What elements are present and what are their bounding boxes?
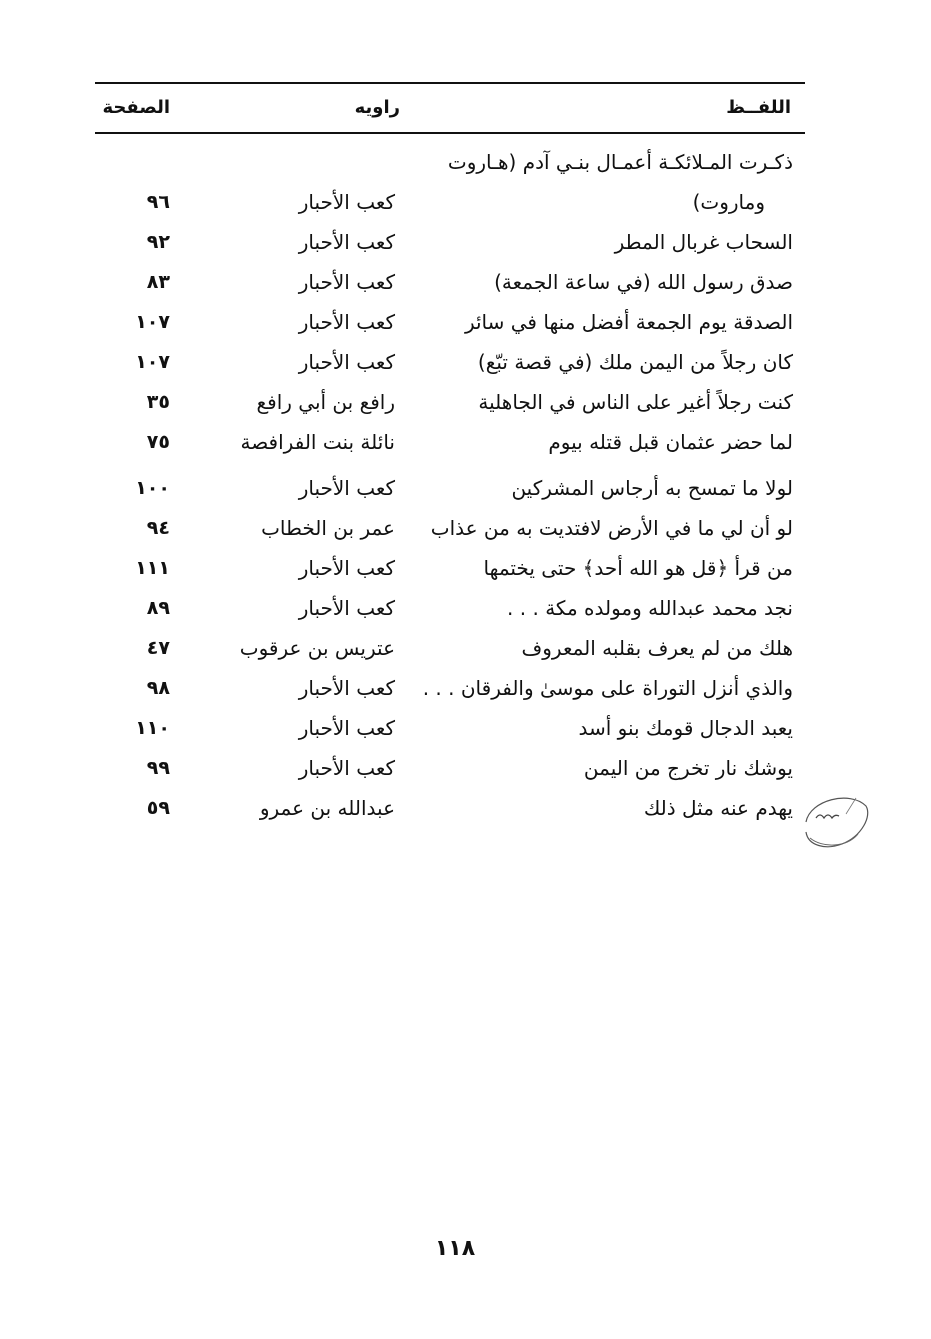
narrator-cell: نائلة بنت الفرافصة xyxy=(240,430,395,454)
term-cell: كان رجلاً من اليمن ملك (في قصة تبّع) xyxy=(477,350,793,374)
table-row xyxy=(95,342,805,382)
narrator-cell: رافع بن أبي رافع xyxy=(256,390,395,414)
table-row xyxy=(95,468,805,508)
table-row xyxy=(95,508,805,548)
term-cell: نجد محمد عبدالله ومولده مكة . . . xyxy=(507,596,793,620)
page-cell: ٩٩ xyxy=(146,757,170,779)
term-cell: لما حضر عثمان قبل قتله بيوم xyxy=(548,430,793,454)
table-row xyxy=(95,222,805,262)
narrator-cell: كعب الأحبار xyxy=(298,310,395,334)
header-narrator: راويه xyxy=(354,97,400,118)
table-row xyxy=(95,748,805,788)
page-cell: ٩٦ xyxy=(146,191,170,213)
term-cell: لو أن لي ما في الأرض لافتديت به من عذاب xyxy=(430,516,793,540)
term-cell: يوشك نار تخرج من اليمن xyxy=(583,756,793,780)
term-cell: من قرأ ﴿قل هو الله أحد﴾ حتى يختمها xyxy=(483,556,793,580)
term-cell: كنت رجلاً أغير على الناس في الجاهلية xyxy=(478,390,793,414)
table-row xyxy=(95,628,805,668)
narrator-cell: كعب الأحبار xyxy=(298,350,395,374)
table-row xyxy=(95,422,805,462)
table-row xyxy=(95,382,805,422)
table-row xyxy=(95,182,805,222)
table-row xyxy=(95,708,805,748)
narrator-cell: عتريس بن عرقوب xyxy=(239,636,395,660)
narrator-cell: كعب الأحبار xyxy=(298,716,395,740)
table-row xyxy=(95,142,805,182)
page-cell: ٨٩ xyxy=(146,597,170,619)
narrator-cell: كعب الأحبار xyxy=(298,556,395,580)
page-cell: ٨٣ xyxy=(146,271,170,293)
term-cell: وماروت) xyxy=(692,190,765,214)
header-page: الصفحة xyxy=(102,97,170,118)
narrator-cell: كعب الأحبار xyxy=(298,756,395,780)
narrator-cell: كعب الأحبار xyxy=(298,270,395,294)
table-row xyxy=(95,548,805,588)
page-cell: ٩٨ xyxy=(146,677,170,699)
term-cell: السحاب غربال المطر xyxy=(614,230,793,254)
term-cell: هلك من لم يعرف بقلبه المعروف xyxy=(521,636,793,660)
term-cell: والذي أنزل التوراة على موسىٰ والفرقان . . . xyxy=(422,676,793,700)
table-top-rule xyxy=(95,82,805,84)
narrator-cell: عمر بن الخطاب xyxy=(261,516,395,540)
page-cell: ٣٥ xyxy=(146,391,170,413)
page-cell: ٩٤ xyxy=(146,517,170,539)
page-cell: ٩٢ xyxy=(146,231,170,253)
narrator-cell: كعب الأحبار xyxy=(298,230,395,254)
narrator-cell: عبدالله بن عمرو xyxy=(259,796,395,820)
page-cell: ٤٧ xyxy=(146,637,170,659)
term-cell: لولا ما تمسح به أرجاس المشركين xyxy=(511,476,793,500)
table-row xyxy=(95,668,805,708)
table-row xyxy=(95,262,805,302)
table-row xyxy=(95,788,805,828)
page-cell: ٧٥ xyxy=(146,431,170,453)
page-cell: ١٠٧ xyxy=(135,311,170,333)
term-cell: يهدم عنه مثل ذلك xyxy=(643,796,793,820)
header-term: اللفــظ xyxy=(726,97,791,118)
table-header-rule xyxy=(95,132,805,134)
page-cell: ١٠٠ xyxy=(135,477,170,499)
term-cell: الصدقة يوم الجمعة أفضل منها في سائر xyxy=(464,310,793,334)
page-cell: ١٠٧ xyxy=(135,351,170,373)
page-cell: ١١٠ xyxy=(135,717,170,739)
page-number: ١١٨ xyxy=(434,1236,476,1261)
narrator-cell: كعب الأحبار xyxy=(298,476,395,500)
page-cell: ٥٩ xyxy=(146,797,170,819)
handwritten-margin-note-icon xyxy=(802,788,874,854)
narrator-cell: كعب الأحبار xyxy=(298,596,395,620)
narrator-cell: كعب الأحبار xyxy=(298,190,395,214)
term-cell: ذكـرت المـلائكـة أعمـال بنـي آدم (هـاروت xyxy=(447,150,793,174)
term-cell: يعبد الدجال قومك بنو أسد xyxy=(578,716,793,740)
table-row xyxy=(95,588,805,628)
page-cell: ١١١ xyxy=(135,557,170,579)
term-cell: صدق رسول الله (في ساعة الجمعة) xyxy=(494,270,793,294)
narrator-cell: كعب الأحبار xyxy=(298,676,395,700)
table-row xyxy=(95,302,805,342)
